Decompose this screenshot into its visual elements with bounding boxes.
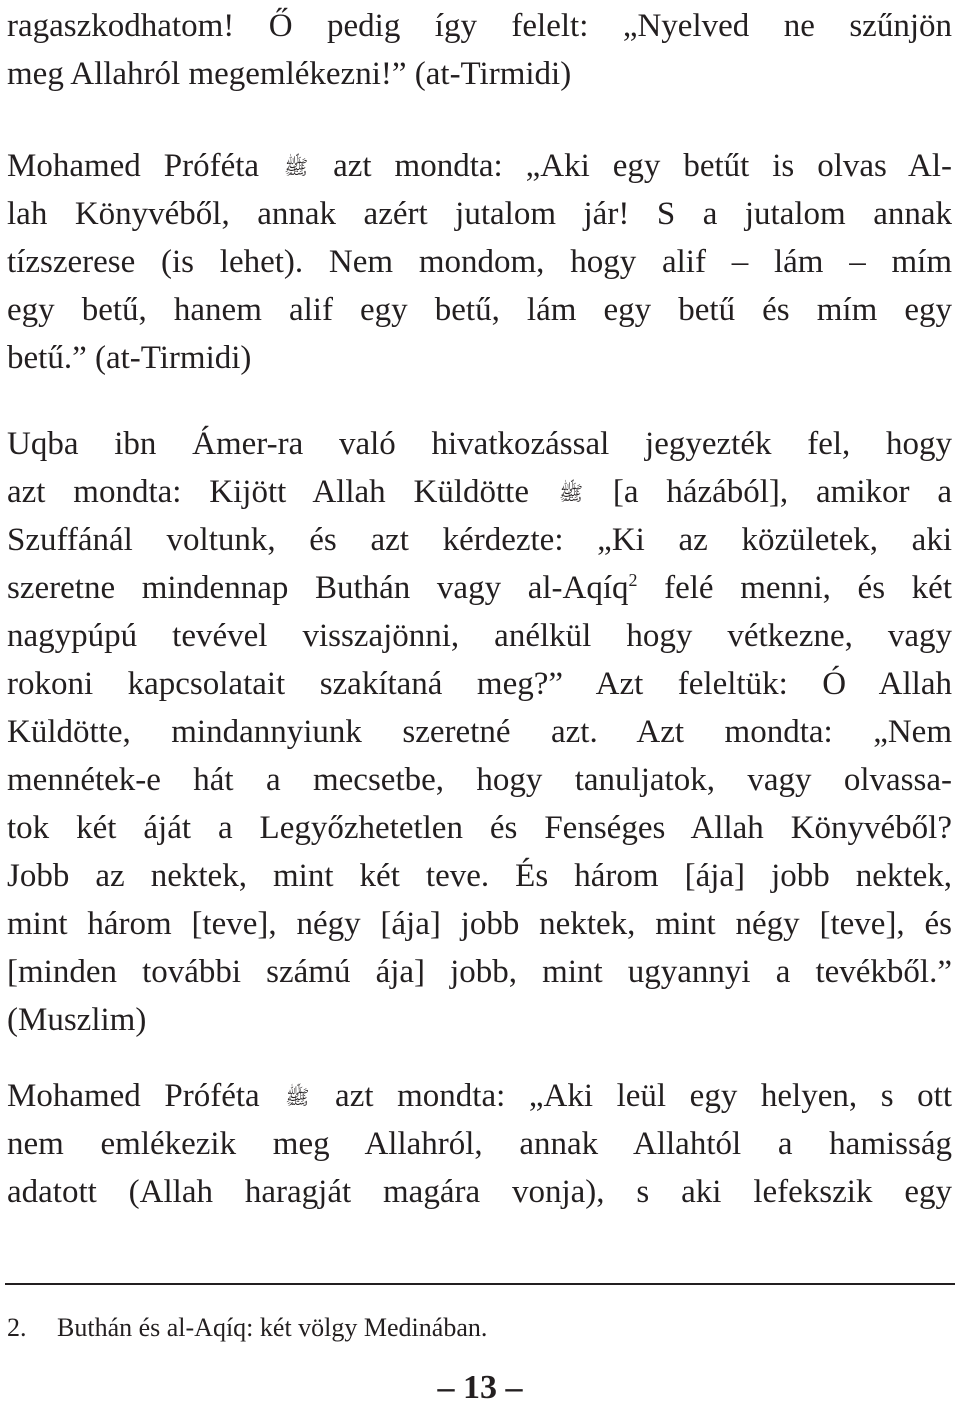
text-line: Uqba ibn Ámer-ra való hivatkozással jegyezték fel, hogy (7, 426, 952, 462)
text-line: ragaszkodhatom! Ő pedig így felelt: „Nyelved ne szűnjön (7, 8, 952, 44)
text-line: Jobb az nektek, mint két teve. És három [ája] jobb nektek, (7, 858, 952, 894)
paragraph-1 (7, 2, 952, 98)
text-line: egy betű, hanem alif egy betű, lám egy betű és mím egy (7, 292, 952, 328)
salutation-glyph: ﷺ (284, 157, 309, 180)
text-line: azt mondta: Kijött Allah Küldötte ﷺ [a házából], amikor a (7, 468, 952, 516)
text-line: Szuffánál voltunk, és azt kérdezte: „Ki az közületek, aki (7, 522, 952, 558)
text-line: nem emlékezik meg Allahról, annak Allahtól a hamisság (7, 1126, 952, 1162)
salutation-glyph: ﷺ (285, 1087, 310, 1110)
footnote-text: Buthán és al-Aqíq: két völgy Medinában. (57, 1313, 488, 1342)
text-line: mint három [teve], négy [ája] jobb nektek, mint négy [teve], és (7, 906, 952, 942)
text-segment: szeretne mindennap Buthán vagy al-Aqíq (7, 570, 629, 606)
footnote-divider (5, 1283, 955, 1285)
text-line: adatott (Allah haragját magára vonja), s aki lefekszik egy (7, 1174, 952, 1210)
page-number: – 13 – (437, 1369, 523, 1406)
text-line: betű.” (at-Tirmidi) (7, 340, 252, 376)
text-line: lah Könyvéből, annak azért jutalom jár! S a jutalom annak (7, 196, 952, 232)
footnote-ref: 2 (628, 570, 638, 590)
text-line: [minden további számú ája] jobb, mint ugyannyi a tevékből.” (7, 954, 952, 990)
text-line: rokoni kapcsolatait szakítaná meg?” Azt feleltük: Ó Allah (7, 666, 952, 702)
paragraph-4 (7, 1072, 952, 1216)
salutation-glyph: ﷺ (558, 483, 583, 506)
text-segment: felé menni, és két (637, 570, 952, 606)
text-line: Mohamed Próféta ﷺ azt mondta: „Aki egy betűt is olvas Al- (7, 142, 952, 190)
text-line: nagypúpú tevével visszajönni, anélkül hogy vétkezne, vagy (7, 618, 952, 654)
text-line-with-footnote-ref (7, 564, 952, 612)
text-line: tízszerese (is lehet). Nem mondom, hogy alif – lám – mím (7, 244, 952, 280)
footnote-number: 2. (7, 1313, 27, 1342)
footnote (7, 1312, 487, 1344)
text-line: (Muszlim) (7, 1002, 147, 1038)
text-line: meg Allahról megemlékezni!” (at-Tirmidi) (7, 56, 572, 92)
text-line: mennétek-e hát a mecsetbe, hogy tanuljatok, vagy olvassa- (7, 762, 952, 798)
paragraph-2 (7, 142, 952, 382)
text-line: Küldötte, mindannyiunk szeretné azt. Azt mondta: „Nem (7, 714, 952, 750)
text-line: Mohamed Próféta ﷺ azt mondta: „Aki leül egy helyen, s ott (7, 1072, 952, 1120)
text-line: tok két áját a Legyőzhetetlen és Fenséges Allah Könyvéből? (7, 810, 952, 846)
paragraph-3 (7, 420, 952, 1044)
